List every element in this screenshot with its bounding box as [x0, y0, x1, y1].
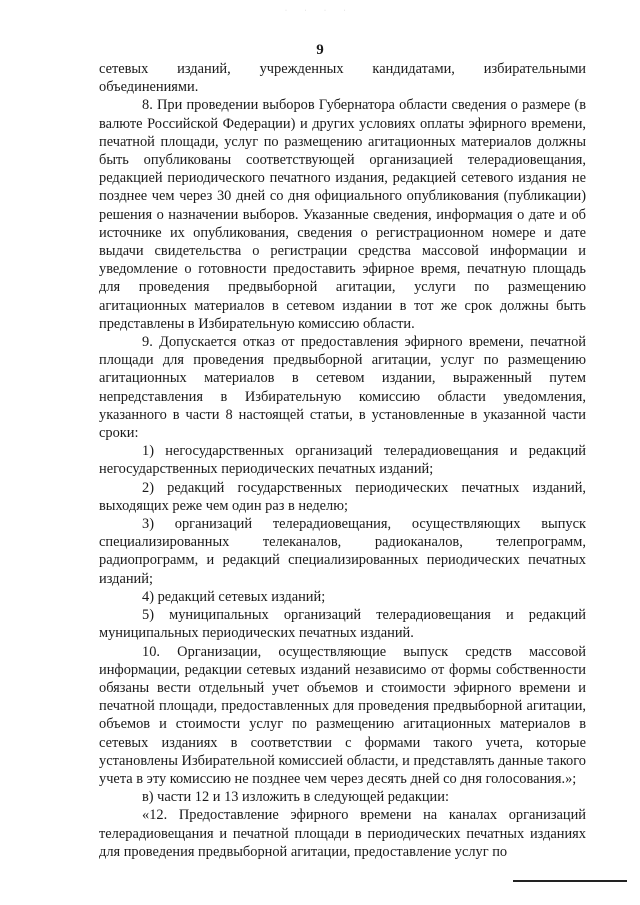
- paragraph-continuation: сетевых изданий, учрежденных кандидатами, избирательными объединениями.: [99, 61, 586, 96]
- list-item-3: 3) организаций телерадиовещания, осуществляющих выпуск специализированных телеканалов, радиоканалов, телепрограмм, радиопрограмм, и редакций специализированных периодических печатных изданий;: [99, 516, 586, 587]
- list-item-1: 1) негосударственных организаций телерадиовещания и редакций негосударственных периодических печатных изданий;: [99, 443, 586, 478]
- footer-rule: [513, 880, 627, 882]
- scan-artifact: · · · ·: [285, 8, 354, 14]
- paragraph-10: 10. Организации, осуществляющие выпуск средств массовой информации, редакции сетевых изданий независимо от формы собственности обязаны вести отдельный учет объемов и стоимости эфирного времени и печатной площади, предоставленных для проведения предвыборной агитации, объемов и стоимости услуг по размещению агитационных материалов в сетевых изданиях в соответствии с формами такого учета, которые установлены Избирательной комиссией области, и представлять данные такого учета в эту комиссию не позднее чем через десять дней со дня голосования.»;: [99, 643, 586, 787]
- list-item-4: 4) редакций сетевых изданий;: [142, 588, 326, 605]
- list-item-5: 5) муниципальных организаций телерадиовещания и редакций муниципальных периодических печатных изданий.: [99, 607, 586, 642]
- page-number: 9: [316, 42, 324, 58]
- body-text: [99, 60, 586, 861]
- amendment-instruction: в) части 12 и 13 изложить в следующей редакции:: [142, 789, 449, 806]
- paragraph-8: 8. При проведении выборов Губернатора области сведения о размере (в валюте Российской Федерации) и других условиях оплаты эфирного времени, печатной площади, услуг по размещению агитационных материалов должны быть опубликованы соответствующей организацией телерадиовещания, редакцией периодического печатного издания, редакцией сетевого издания не позднее чем через 30 дней со дня официального опубликования (публикации) решения о назначении выборов. Указанные сведения, информация о дате и об источнике их опубликования, сведения о регистрационном номере и дате выдачи свидетельства о регистрации средства массовой информации и уведомление о готовности предоставить эфирное время, печатную площадь для проведения предвыборной агитации, услуги по размещению агитационных материалов в сетевом издании в тот же срок должны быть представлены в Избирательную комиссию области.: [99, 97, 586, 332]
- list-item-2: 2) редакций государственных периодических печатных изданий, выходящих реже чем один раз в неделю;: [99, 479, 586, 514]
- paragraph-9: 9. Допускается отказ от предоставления эфирного времени, печатной площади для проведения предвыборной агитации, услуг по размещению агитационных материалов в сетевом издании, выраженный путем непредставления в Избирательную комиссию области уведомления, указанного в части 8 настоящей статьи, в установленные в указанной части сроки:: [99, 334, 586, 442]
- paragraph-12: «12. Предоставление эфирного времени на каналах организаций телерадиовещания и печатной площади в периодических печатных изданиях для проведения предвыборной агитации, предоставление услуг по: [99, 807, 586, 860]
